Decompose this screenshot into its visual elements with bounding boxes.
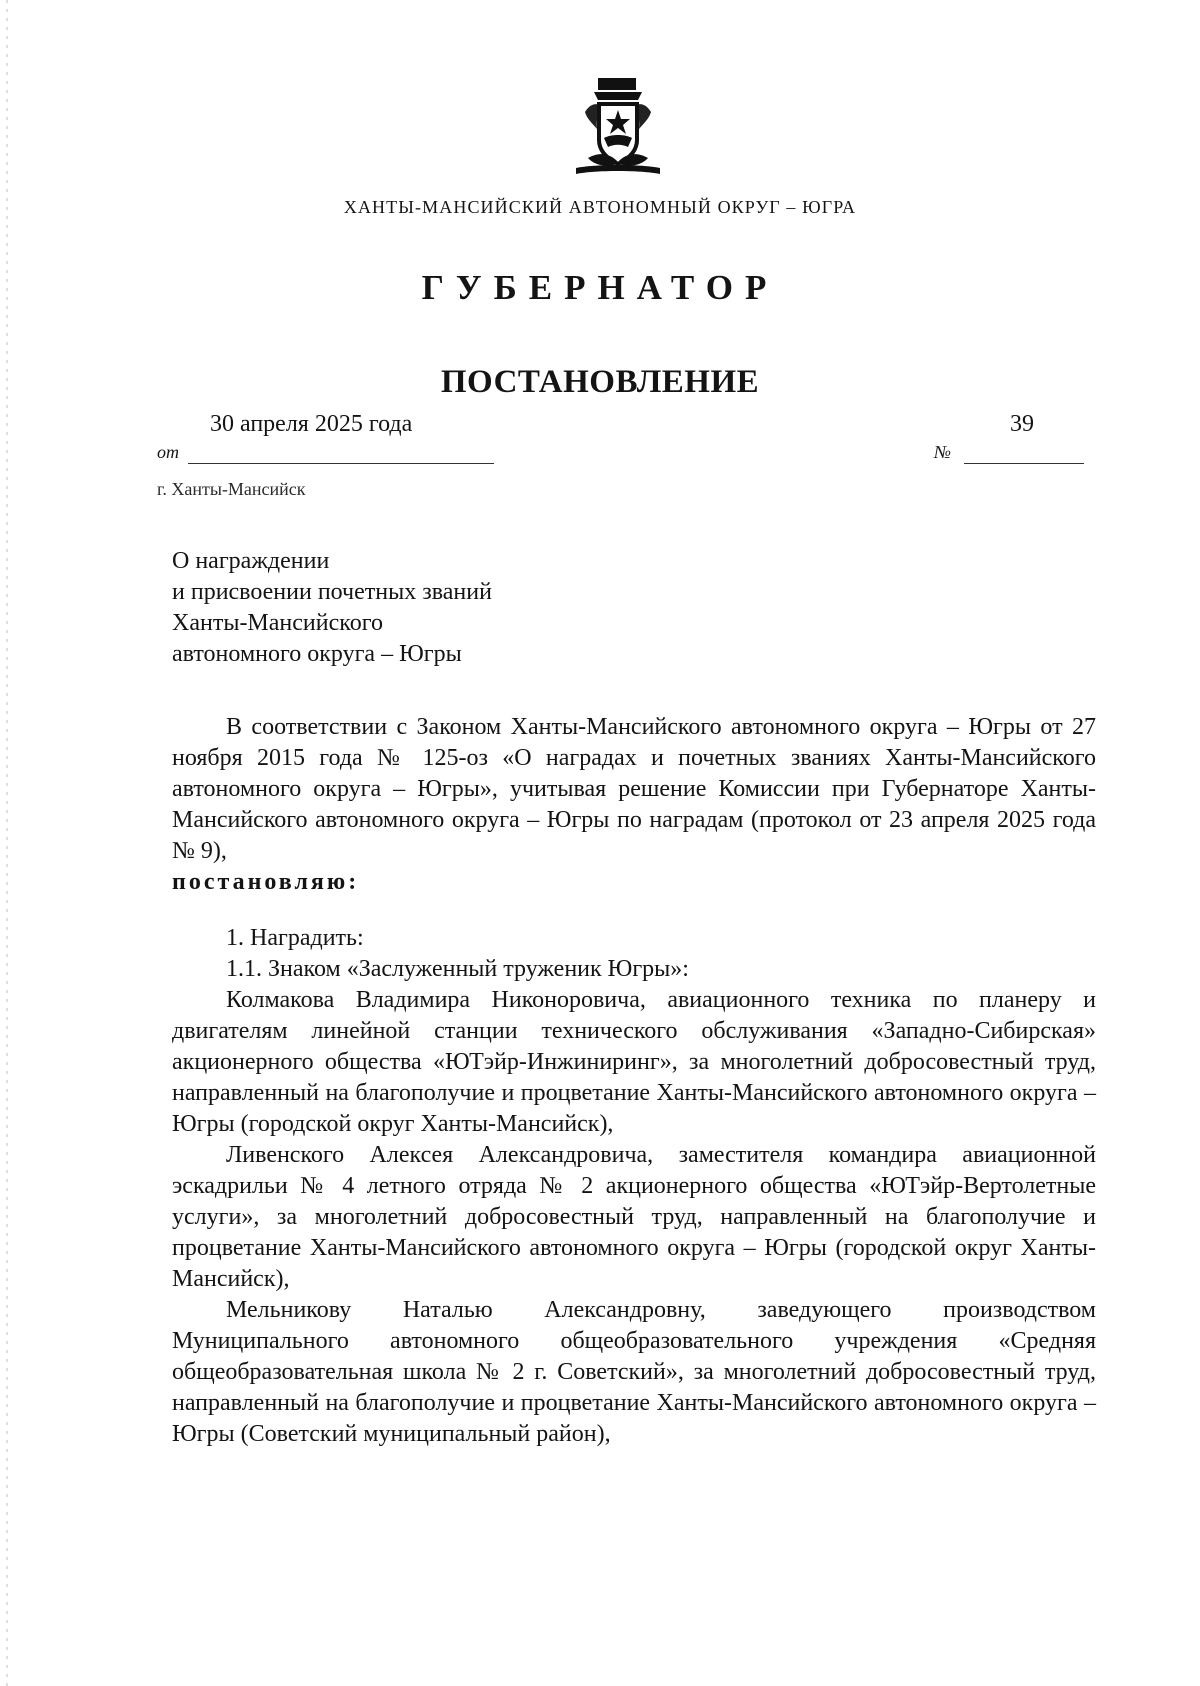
subject-line: и присвоении почетных званий: [172, 579, 492, 605]
scan-edge-marks: [6, 0, 8, 1686]
preamble-text: В соответствии с Законом Ханты-Мансийского автономного округа – Югры от 27 ноября 2015 года № 125-оз «О наградах и почетных званиях Ханты-Мансийского автономного округа – Югры», учитывая решение Комиссии при Губернаторе Ханты-Мансийского автономного округа – Югры по наградам (протокол от 23 апреля 2025 года № 9),: [172, 714, 1096, 864]
awardee-paragraph: Ливенского Алексея Александровича, заместителя командира авиационной эскадрильи № 4 летного отряда № 2 акционерного общества «ЮТэйр-Вертолетные услуги», за многолетний добросовестный труд, направленный на благополучие и процветание Ханты-Мансийского автономного округа – Югры (городской округ Ханты-Мансийск),: [172, 1142, 1096, 1292]
date-label: от: [157, 442, 179, 462]
number-underline: [964, 463, 1084, 464]
awardee-paragraph: Колмакова Владимира Никоноровича, авиационного техника по планеру и двигателям линейной станции технического обслуживания «Западно-Сибирская» акционерного общества «ЮТэйр-Инжиниринг», за многолетний добросовестный труд, направленный на благополучие и процветание Ханты-Мансийского автономного округа – Югры (городской округ Ханты-Мансийск),: [172, 987, 1096, 1137]
number-label: №: [934, 442, 951, 462]
document-subject: [172, 546, 492, 670]
subject-line: Ханты-Мансийского: [172, 610, 383, 636]
award-section: [172, 923, 1096, 1450]
document-type-title: ПОСТАНОВЛЕНИЕ: [440, 364, 760, 400]
awardee-paragraph: Мельникову Наталью Александровну, заведующего производством Муниципального автономного общеобразовательного учреждения «Средняя общеобразовательная школа № 2 г. Советский», за многолетний добросовестный труд, направленный на благополучие и процветание Ханты-Мансийского автономного округа – Югры (Советский муниципальный район),: [172, 1297, 1096, 1447]
preamble-block: [172, 712, 1096, 898]
city-name: г. Ханты-Мансийск: [157, 479, 306, 499]
item-award: 1. Наградить:: [226, 925, 364, 951]
governor-title: ГУБЕРНАТОР: [421, 268, 779, 307]
date-underline: [188, 463, 494, 464]
subject-line: автономного округа – Югры: [172, 641, 462, 667]
resolve-word: постановляю:: [172, 869, 360, 895]
decree-date: 30 апреля 2025 года: [210, 411, 413, 437]
decree-number: 39: [1010, 411, 1034, 437]
region-name: ХАНТЫ-МАНСИЙСКИЙ АВТОНОМНЫЙ ОКРУГ – ЮГРА: [343, 197, 857, 217]
subject-line: О награждении: [172, 548, 330, 574]
coat-of-arms-icon: [568, 76, 668, 176]
item-badge: 1.1. Знаком «Заслуженный труженик Югры»:: [226, 956, 689, 982]
resolve-line: [172, 867, 1096, 898]
